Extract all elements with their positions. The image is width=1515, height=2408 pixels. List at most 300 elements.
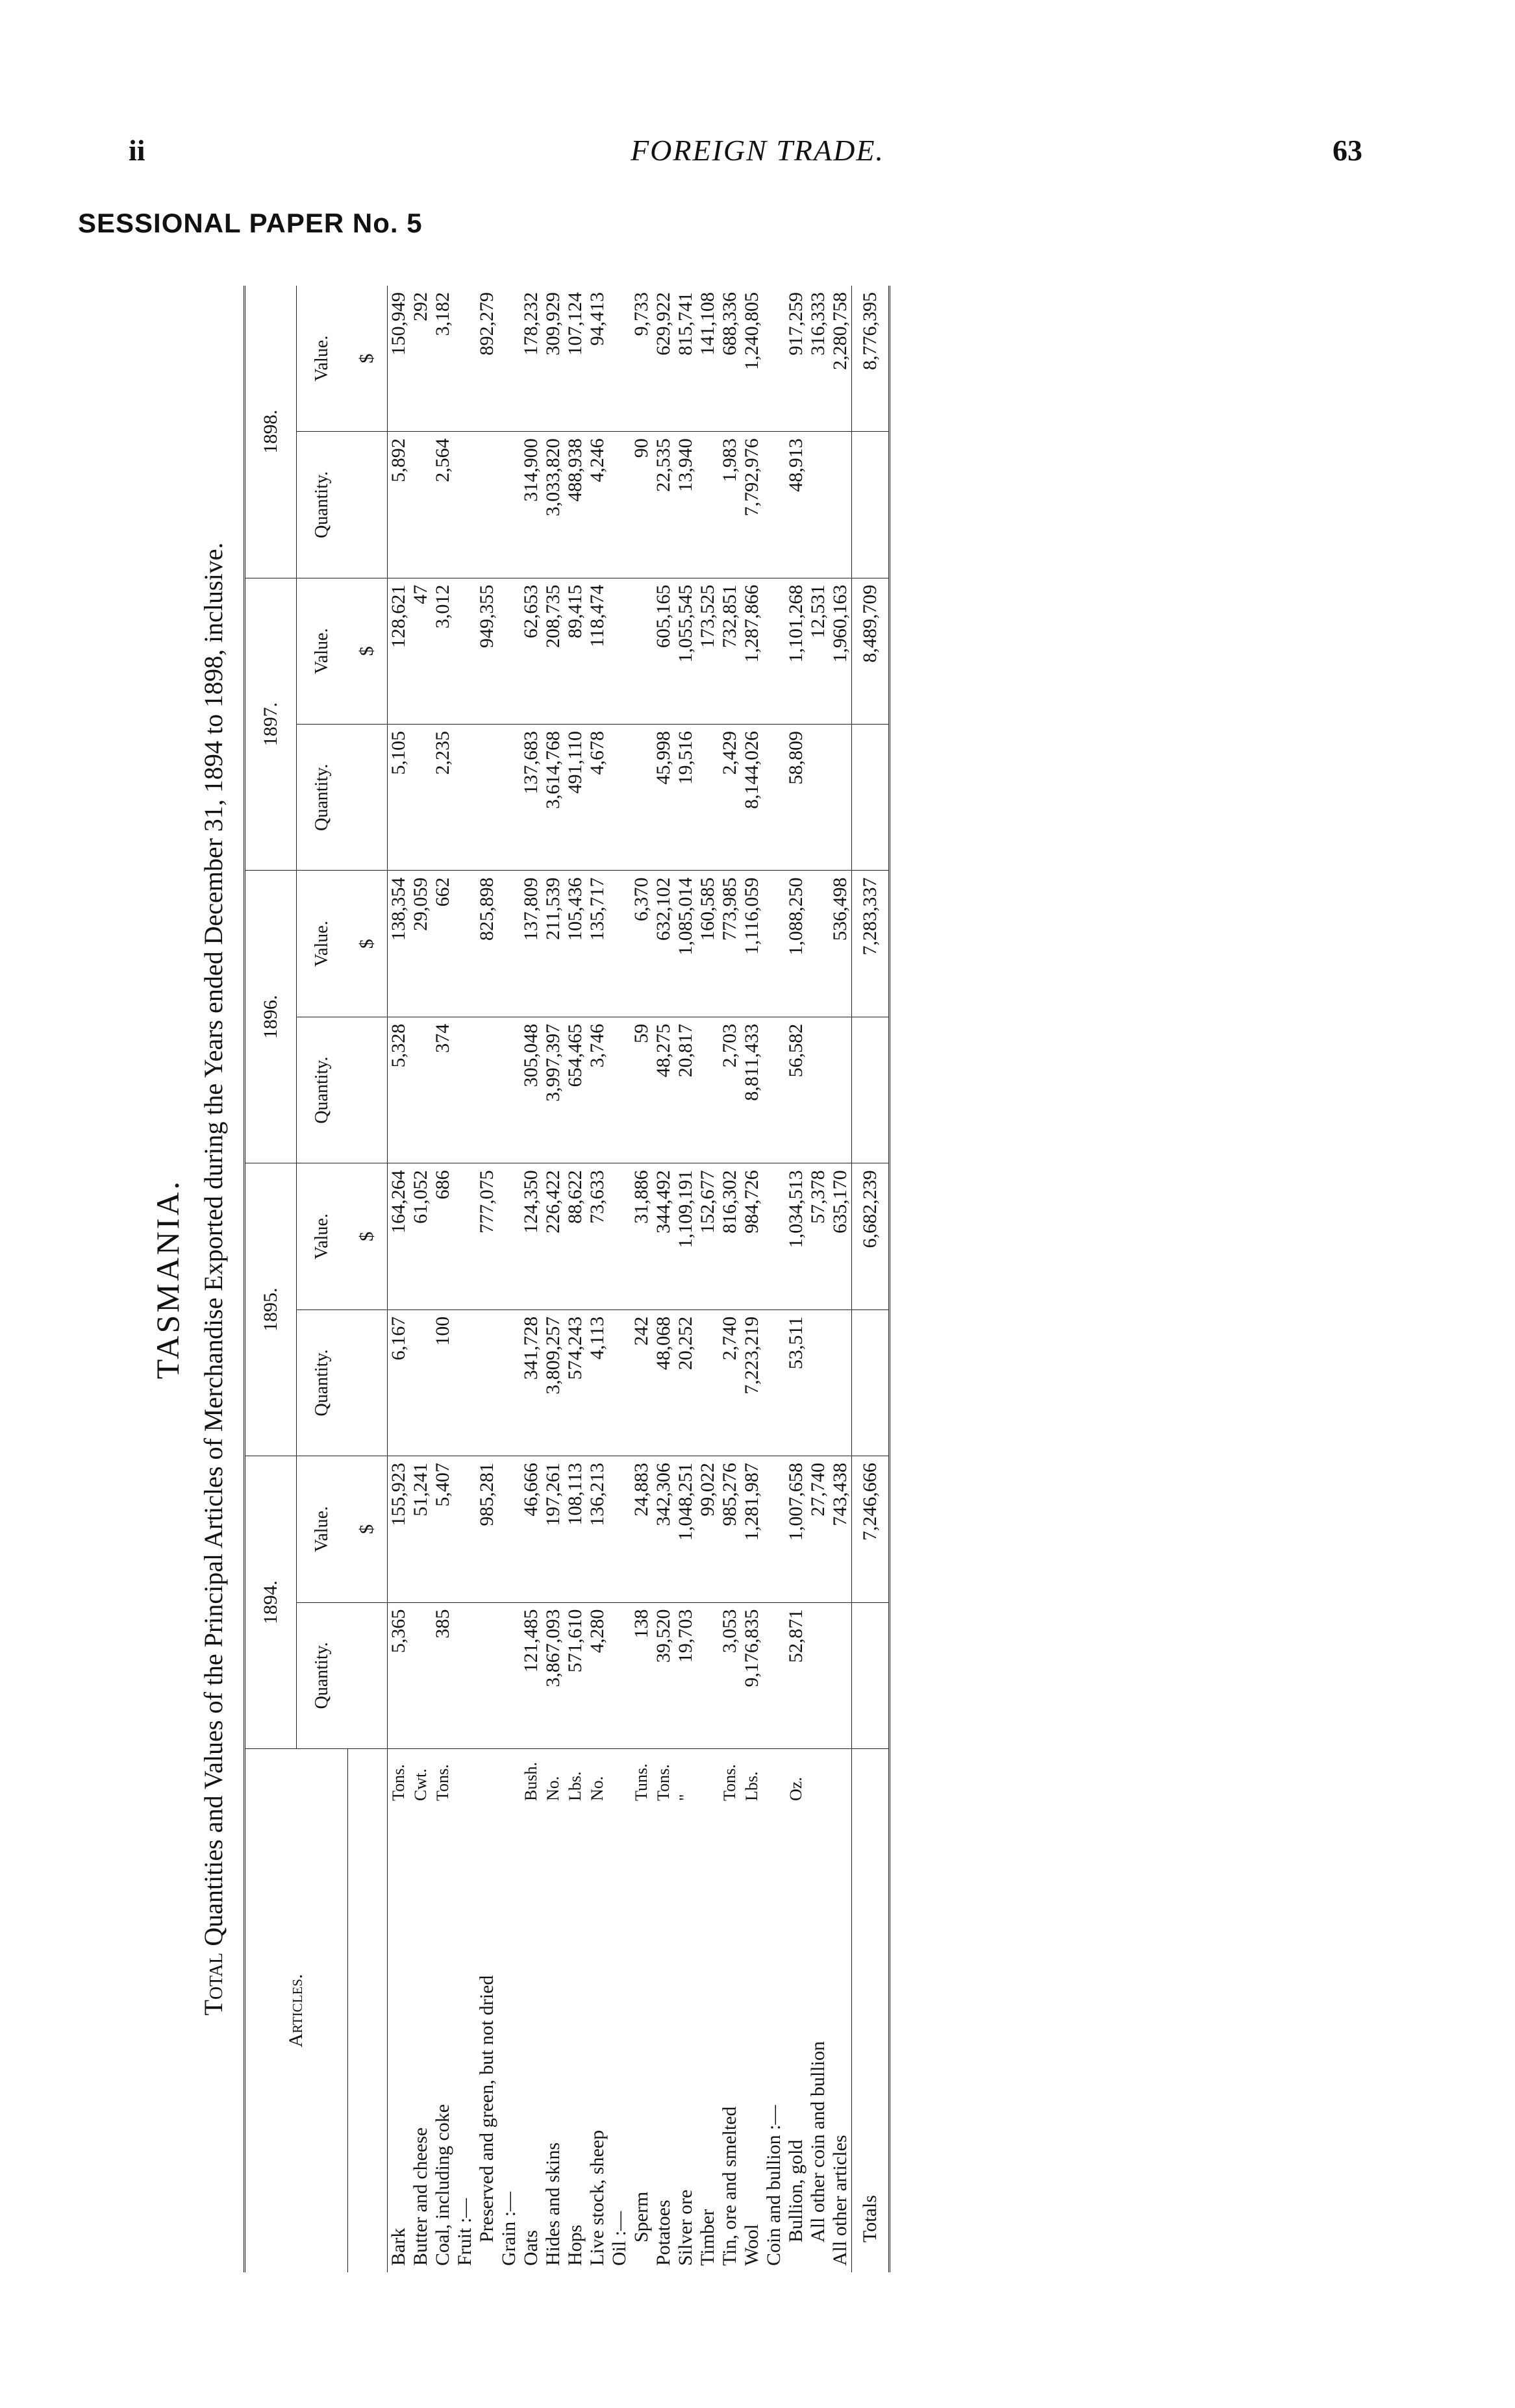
article-name: Preserved and green, but not dried	[475, 1975, 497, 2242]
quantity-cell: 385	[432, 1602, 454, 1748]
quantity-cell	[697, 1017, 719, 1163]
value-cell: 1,085,014	[675, 871, 697, 1017]
value-cell	[608, 286, 631, 432]
quantity-cell: 491,110	[564, 725, 586, 871]
quantity-cell: 2,564	[432, 432, 454, 578]
value-cell: 3,012	[432, 578, 454, 724]
totals-value-cell: 7,246,666	[851, 1456, 889, 1602]
value-cell: 99,022	[697, 1456, 719, 1602]
quantity-cell: 374	[432, 1017, 454, 1163]
quantity-cell	[829, 725, 852, 871]
value-cell: 94,413	[586, 286, 608, 432]
quantity-cell	[498, 1310, 520, 1456]
quantity-cell: 654,465	[564, 1017, 586, 1163]
page-number-left: ii	[129, 134, 145, 167]
quantity-cell	[476, 1602, 498, 1748]
article-name: Live stock, sheep	[586, 2129, 608, 2266]
value-cell: 27,740	[807, 1456, 829, 1602]
quantity-col-header: Quantity.	[297, 1310, 348, 1456]
value-cell: 47	[410, 578, 432, 724]
value-cell: 173,525	[697, 578, 719, 724]
article-unit: Tons.	[720, 1764, 739, 1801]
value-cell: 89,415	[564, 578, 586, 724]
article-unit: "	[675, 1794, 695, 1801]
dollar-sign: $	[347, 286, 387, 432]
value-cell: 892,279	[476, 286, 498, 432]
quantity-cell	[807, 432, 829, 578]
article-name: Timber	[696, 2209, 718, 2266]
value-cell: 1,960,163	[829, 578, 852, 724]
dollar-sign: $	[347, 1456, 387, 1602]
quantity-cell	[476, 1017, 498, 1163]
table-title: TASMANIA.	[149, 1178, 186, 1380]
value-cell: 136,213	[586, 1456, 608, 1602]
value-cell: 743,438	[829, 1456, 852, 1602]
year-header: 1897.	[245, 578, 297, 871]
value-cell: 178,232	[520, 286, 542, 432]
table-row	[564, 286, 586, 2272]
quantity-cell: 4,678	[586, 725, 608, 871]
table-row	[387, 286, 410, 2272]
article-unit: Oz.	[786, 1777, 805, 1801]
value-cell	[763, 286, 785, 432]
quantity-cell	[410, 1310, 432, 1456]
value-cell: 316,333	[807, 286, 829, 432]
value-cell	[763, 1163, 785, 1310]
value-cell: 51,241	[410, 1456, 432, 1602]
article-unit	[476, 1749, 498, 1808]
year-header: 1896.	[245, 871, 297, 1163]
quantity-cell: 3,867,093	[542, 1602, 564, 1748]
value-cell: 24,883	[631, 1456, 653, 1602]
value-cell: 61,052	[410, 1163, 432, 1310]
rotated-table-block	[133, 273, 1354, 2285]
quantity-cell: 9,176,835	[741, 1602, 763, 1748]
value-cell: 985,276	[719, 1456, 741, 1602]
value-cell: 984,726	[741, 1163, 763, 1310]
value-cell: 226,422	[542, 1163, 564, 1310]
quantity-cell: 5,105	[387, 725, 410, 871]
quantity-cell: 22,535	[653, 432, 675, 578]
quantity-col-header: Quantity.	[297, 432, 348, 578]
value-cell	[608, 578, 631, 724]
quantity-cell	[454, 1310, 476, 1456]
quantity-cell: 3,997,397	[542, 1017, 564, 1163]
year-header: 1895.	[245, 1163, 297, 1456]
quantity-cell: 2,429	[719, 725, 741, 871]
value-cell	[763, 1456, 785, 1602]
quantity-col-header: Quantity.	[297, 1017, 348, 1163]
value-cell: 118,474	[586, 578, 608, 724]
value-cell: 152,677	[697, 1163, 719, 1310]
value-col-header: Value.	[297, 1163, 348, 1310]
value-cell	[608, 871, 631, 1017]
value-cell	[454, 286, 476, 432]
article-name: Bullion, gold	[784, 2139, 807, 2242]
article-unit: Tons.	[388, 1764, 408, 1801]
quantity-cell	[807, 1017, 829, 1163]
quantity-cell: 5,365	[387, 1602, 410, 1748]
article-name: Sperm	[630, 2191, 652, 2242]
article-unit: Tons.	[653, 1764, 673, 1801]
quantity-cell: 137,683	[520, 725, 542, 871]
quantity-cell: 5,328	[387, 1017, 410, 1163]
value-cell: 309,929	[542, 286, 564, 432]
quantity-cell: 19,703	[675, 1602, 697, 1748]
table-subtitle	[197, 273, 231, 2285]
value-cell: 635,170	[829, 1163, 852, 1310]
value-cell	[763, 578, 785, 724]
quantity-cell: 121,485	[520, 1602, 542, 1748]
totals-value-cell: 6,682,239	[851, 1163, 889, 1310]
totals-quantity-cell	[851, 432, 889, 578]
table-row	[675, 286, 697, 2272]
exports-table	[244, 286, 890, 2272]
table-row	[476, 286, 498, 2272]
value-cell: 1,034,513	[785, 1163, 807, 1310]
quantity-cell	[498, 725, 520, 871]
quantity-col-header: Quantity.	[297, 725, 348, 871]
article-name: Fruit :—	[453, 2198, 475, 2266]
value-cell: 138,354	[387, 871, 410, 1017]
quantity-cell	[454, 432, 476, 578]
quantity-col-header: Quantity.	[297, 1602, 348, 1748]
value-cell: 107,124	[564, 286, 586, 432]
value-cell: 1,116,059	[741, 871, 763, 1017]
value-cell: 773,985	[719, 871, 741, 1017]
quantity-cell: 48,913	[785, 432, 807, 578]
quantity-cell: 48,275	[653, 1017, 675, 1163]
quantity-cell	[807, 1310, 829, 1456]
totals-value-cell: 7,283,337	[851, 871, 889, 1017]
quantity-unit-cell	[347, 725, 387, 871]
value-cell: 815,741	[675, 286, 697, 432]
quantity-cell: 1,983	[719, 432, 741, 578]
value-cell: 949,355	[476, 578, 498, 724]
value-col-header: Value.	[297, 1456, 348, 1602]
table-row	[829, 286, 852, 2272]
value-cell: 536,498	[829, 871, 852, 1017]
table-row	[763, 286, 785, 2272]
quantity-cell: 52,871	[785, 1602, 807, 1748]
value-cell	[498, 1163, 520, 1310]
quantity-cell: 19,516	[675, 725, 697, 871]
quantity-cell	[476, 432, 498, 578]
quantity-cell	[608, 1310, 631, 1456]
page-number-right: 63	[1333, 134, 1362, 167]
quantity-cell: 59	[631, 1017, 653, 1163]
value-cell: 62,653	[520, 578, 542, 724]
article-name: Oats	[520, 2230, 542, 2266]
quantity-cell: 53,511	[785, 1310, 807, 1456]
value-cell: 164,264	[387, 1163, 410, 1310]
quantity-cell: 45,998	[653, 725, 675, 871]
value-cell: 46,666	[520, 1456, 542, 1602]
value-cell	[807, 871, 829, 1017]
dollar-sign: $	[347, 871, 387, 1017]
running-title: FOREIGN TRADE.	[631, 134, 884, 167]
quantity-cell: 3,053	[719, 1602, 741, 1748]
article-unit	[608, 1749, 631, 1808]
value-cell: 197,261	[542, 1456, 564, 1602]
value-cell	[763, 871, 785, 1017]
table-row	[586, 286, 608, 2272]
value-cell: 124,350	[520, 1163, 542, 1310]
value-cell: 208,735	[542, 578, 564, 724]
quantity-cell: 39,520	[653, 1602, 675, 1748]
value-cell: 5,407	[432, 1456, 454, 1602]
quantity-unit-cell	[347, 1310, 387, 1456]
value-cell: 57,378	[807, 1163, 829, 1310]
quantity-cell: 7,223,219	[741, 1310, 763, 1456]
quantity-cell: 8,811,433	[741, 1017, 763, 1163]
totals-quantity-cell	[851, 1017, 889, 1163]
article-name: Tin, ore and smelted	[718, 2106, 740, 2266]
article-unit: Lbs.	[565, 1771, 584, 1801]
value-cell: 917,259	[785, 286, 807, 432]
article-unit: Tuns.	[631, 1763, 651, 1801]
value-cell: 1,007,658	[785, 1456, 807, 1602]
quantity-cell	[763, 1017, 785, 1163]
quantity-cell: 488,938	[564, 432, 586, 578]
value-cell: 825,898	[476, 871, 498, 1017]
value-cell: 1,287,866	[741, 578, 763, 724]
quantity-cell: 4,246	[586, 432, 608, 578]
quantity-cell	[807, 1602, 829, 1748]
article-name: Silver ore	[674, 2189, 696, 2266]
quantity-cell	[410, 1602, 432, 1748]
quantity-cell: 2,740	[719, 1310, 741, 1456]
quantity-cell	[608, 725, 631, 871]
table-row	[719, 286, 741, 2272]
quantity-cell: 3,746	[586, 1017, 608, 1163]
quantity-cell: 8,144,026	[741, 725, 763, 871]
dollar-sign: $	[347, 1163, 387, 1310]
totals-quantity-cell	[851, 1602, 889, 1748]
value-cell: 73,633	[586, 1163, 608, 1310]
totals-value-cell: 8,489,709	[851, 578, 889, 724]
quantity-cell: 138	[631, 1602, 653, 1748]
quantity-cell	[697, 1310, 719, 1456]
table-row	[785, 286, 807, 2272]
article-unit: Tons.	[432, 1764, 452, 1801]
quantity-cell: 3,809,257	[542, 1310, 564, 1456]
article-name: All other coin and bullion	[807, 2041, 829, 2242]
quantity-cell: 2,235	[432, 725, 454, 871]
article-unit	[498, 1749, 520, 1808]
article-unit: Bush.	[521, 1762, 540, 1801]
quantity-cell: 13,940	[675, 432, 697, 578]
table-row	[653, 286, 675, 2272]
article-unit	[697, 1749, 719, 1808]
value-cell	[608, 1456, 631, 1602]
table-row	[631, 286, 653, 2272]
quantity-cell	[763, 1602, 785, 1748]
table-row	[410, 286, 432, 2272]
value-cell: 9,733	[631, 286, 653, 432]
dollar-sign: $	[347, 578, 387, 724]
quantity-cell: 100	[432, 1310, 454, 1456]
value-cell: 137,809	[520, 871, 542, 1017]
value-cell	[454, 871, 476, 1017]
year-header: 1898.	[245, 286, 297, 578]
value-cell: 1,048,251	[675, 1456, 697, 1602]
quantity-cell	[476, 725, 498, 871]
quantity-cell	[829, 432, 852, 578]
value-cell: 12,531	[807, 578, 829, 724]
value-cell	[498, 1456, 520, 1602]
value-cell: 605,165	[653, 578, 675, 724]
quantity-cell: 574,243	[564, 1310, 586, 1456]
value-cell: 292	[410, 286, 432, 432]
value-cell: 1,088,250	[785, 871, 807, 1017]
table-row	[498, 286, 520, 2272]
quantity-cell	[697, 432, 719, 578]
quantity-cell	[829, 1602, 852, 1748]
value-cell: 1,109,191	[675, 1163, 697, 1310]
value-cell: 108,113	[564, 1456, 586, 1602]
quantity-cell: 6,167	[387, 1310, 410, 1456]
quantity-cell	[763, 1310, 785, 1456]
quantity-cell: 242	[631, 1310, 653, 1456]
value-cell: 3,182	[432, 286, 454, 432]
quantity-cell	[410, 1017, 432, 1163]
value-cell: 88,622	[564, 1163, 586, 1310]
quantity-cell	[608, 432, 631, 578]
articles-header: Articles.	[245, 1749, 348, 2273]
article-name: Bark	[387, 2228, 409, 2266]
quantity-unit-cell	[347, 432, 387, 578]
totals-quantity-cell	[851, 1310, 889, 1456]
value-cell	[454, 1456, 476, 1602]
value-cell: 29,059	[410, 871, 432, 1017]
quantity-cell: 4,280	[586, 1602, 608, 1748]
article-name: Hops	[564, 2224, 586, 2266]
value-cell: 1,281,987	[741, 1456, 763, 1602]
value-cell: 150,949	[387, 286, 410, 432]
quantity-cell	[697, 725, 719, 871]
quantity-cell	[608, 1017, 631, 1163]
table-row	[542, 286, 564, 2272]
value-cell: 688,336	[719, 286, 741, 432]
quantity-cell: 305,048	[520, 1017, 542, 1163]
table-row	[608, 286, 631, 2272]
value-cell: 344,492	[653, 1163, 675, 1310]
value-col-header: Value.	[297, 578, 348, 724]
subtitle-lead: Total	[199, 1952, 228, 2016]
quantity-cell: 571,610	[564, 1602, 586, 1748]
table-row	[741, 286, 763, 2272]
quantity-cell: 58,809	[785, 725, 807, 871]
quantity-cell: 3,033,820	[542, 432, 564, 578]
article-unit	[807, 1749, 829, 1808]
value-cell: 2,280,758	[829, 286, 852, 432]
quantity-cell: 4,113	[586, 1310, 608, 1456]
quantity-cell: 56,582	[785, 1017, 807, 1163]
quantity-cell	[498, 1017, 520, 1163]
value-cell: 732,851	[719, 578, 741, 724]
value-cell: 6,370	[631, 871, 653, 1017]
totals-value-cell: 8,776,395	[851, 286, 889, 432]
article-name: Grain :—	[497, 2191, 520, 2266]
quantity-cell: 90	[631, 432, 653, 578]
subtitle-text: Quantities and Values of the Principal Articles of Merchandise Exported during the Years ended December 31, 1894 to 1898, inclusive.	[199, 542, 228, 1946]
value-cell: 985,281	[476, 1456, 498, 1602]
value-cell: 777,075	[476, 1163, 498, 1310]
article-unit: No.	[543, 1776, 562, 1801]
totals-row	[851, 286, 889, 2272]
year-header: 1894.	[245, 1456, 297, 1749]
article-name: Potatoes	[652, 2200, 674, 2266]
quantity-cell	[410, 432, 432, 578]
value-cell: 632,102	[653, 871, 675, 1017]
article-unit: Cwt.	[410, 1769, 430, 1801]
value-cell	[454, 1163, 476, 1310]
article-unit	[829, 1749, 852, 1808]
quantity-cell	[410, 725, 432, 871]
value-cell	[498, 286, 520, 432]
quantity-cell	[608, 1602, 631, 1748]
quantity-cell	[454, 1602, 476, 1748]
quantity-cell	[454, 1017, 476, 1163]
article-unit: Lbs.	[742, 1771, 761, 1801]
quantity-cell: 3,614,768	[542, 725, 564, 871]
article-name: Oil :—	[608, 2211, 630, 2266]
table-row	[432, 286, 454, 2272]
value-cell: 662	[432, 871, 454, 1017]
value-cell	[608, 1163, 631, 1310]
quantity-cell	[829, 1017, 852, 1163]
value-cell: 629,922	[653, 286, 675, 432]
value-cell: 816,302	[719, 1163, 741, 1310]
totals-quantity-cell	[851, 725, 889, 871]
quantity-cell: 7,792,976	[741, 432, 763, 578]
quantity-unit-cell	[347, 1017, 387, 1163]
quantity-cell: 48,068	[653, 1310, 675, 1456]
value-cell: 141,108	[697, 286, 719, 432]
quantity-cell	[476, 1310, 498, 1456]
quantity-cell	[763, 432, 785, 578]
value-cell: 135,717	[586, 871, 608, 1017]
value-cell: 211,539	[542, 871, 564, 1017]
value-cell: 342,306	[653, 1456, 675, 1602]
value-cell	[631, 578, 653, 724]
sessional-paper-label: SESSIONAL PAPER No. 5	[78, 208, 423, 238]
value-cell	[498, 578, 520, 724]
totals-label: Totals	[851, 1749, 889, 2273]
value-cell: 1,055,545	[675, 578, 697, 724]
value-cell	[454, 578, 476, 724]
quantity-cell	[454, 725, 476, 871]
value-cell: 31,886	[631, 1163, 653, 1310]
table-row	[807, 286, 829, 2272]
article-name: Hides and skins	[542, 2142, 564, 2266]
value-cell	[498, 871, 520, 1017]
value-col-header: Value.	[297, 286, 348, 432]
article-unit: No.	[587, 1776, 607, 1801]
value-cell: 128,621	[387, 578, 410, 724]
value-cell: 155,923	[387, 1456, 410, 1602]
quantity-unit-cell	[347, 1602, 387, 1748]
quantity-cell	[498, 432, 520, 578]
table-row	[454, 286, 476, 2272]
quantity-cell	[829, 1310, 852, 1456]
value-col-header: Value.	[297, 871, 348, 1017]
table-row	[697, 286, 719, 2272]
article-name: Coal, including coke	[431, 2104, 453, 2266]
article-unit	[454, 1749, 476, 1808]
article-name: Coin and bullion :—	[762, 2105, 784, 2266]
